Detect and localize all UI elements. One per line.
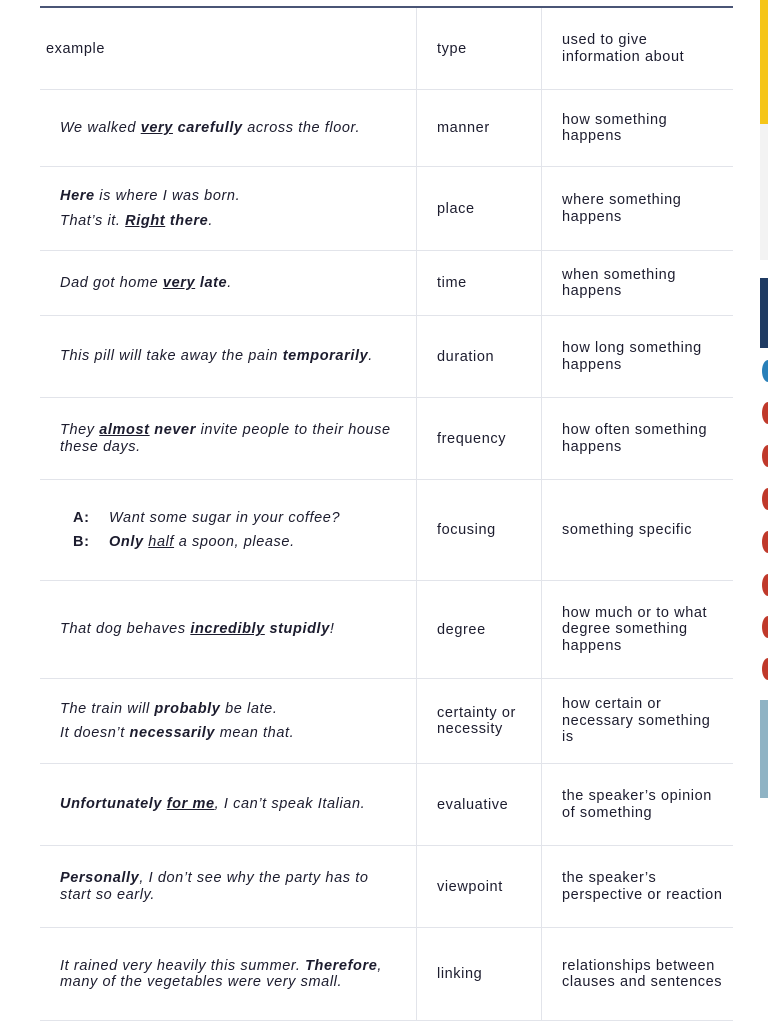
info-cell: how long something happens	[562, 340, 702, 373]
example-cell	[40, 251, 417, 315]
example-cell	[40, 581, 417, 678]
example-sentence: That dog behaves incredibly stupidly!	[60, 621, 335, 638]
info-cell: relationships between clauses and sentences	[562, 957, 723, 990]
dialogue-text: Only half a spoon, please.	[109, 534, 295, 550]
example-sentence: This pill will take away the pain temporarily.	[60, 348, 373, 365]
header-info: used to give information about	[562, 32, 685, 65]
type-cell: focusing	[417, 480, 542, 580]
type-cell: evaluative	[417, 764, 542, 845]
example-sentence: The train will probably be late.	[60, 700, 278, 717]
info-cell: how often something happens	[562, 422, 708, 455]
example-cell	[40, 90, 417, 166]
info-cell: the speaker’s perspective or reaction	[562, 870, 723, 903]
dialogue-text: Want some sugar in your coffee?	[109, 509, 341, 526]
type-cell: viewpoint	[417, 846, 542, 927]
table-header-row	[40, 8, 733, 90]
example-cell	[40, 764, 417, 845]
list-bullet-icon	[762, 574, 768, 596]
table-row	[40, 316, 733, 398]
type-cell: manner	[417, 90, 542, 166]
example-cell	[40, 480, 417, 580]
sidebar-list	[760, 348, 768, 708]
info-cell: how certain or necessary something is	[562, 696, 711, 746]
sidebar-thumbnail	[760, 278, 768, 348]
type-cell: duration	[417, 316, 542, 397]
list-bullet-icon	[762, 402, 768, 424]
example-cell	[40, 928, 417, 1020]
example-sentence: Unfortunately for me, I can’t speak Italian.	[60, 796, 366, 813]
sidebar-image	[760, 700, 768, 798]
example-sentence: Dad got home very late.	[60, 274, 232, 291]
example-sentence: They almost never invite people to their house these days.	[60, 422, 391, 455]
table-row	[40, 846, 733, 928]
header-example: example	[40, 8, 417, 89]
type-cell: certainty or necessity	[417, 679, 542, 763]
example-sentence: Here is where I was born.	[60, 188, 241, 204]
type-cell: place	[417, 167, 542, 250]
type-cell: frequency	[417, 398, 542, 479]
table-row	[40, 398, 733, 480]
example-cell	[40, 679, 417, 763]
table-row	[40, 167, 733, 251]
info-cell: when something happens	[562, 266, 676, 299]
example-cell	[40, 846, 417, 927]
example-sentence: Personally, I don’t see why the party has to start so early.	[60, 870, 369, 903]
example-cell	[40, 316, 417, 397]
table-row	[40, 480, 733, 581]
example-sentence: It rained very heavily this summer. Therefore, many of the vegetables were very small.	[60, 957, 383, 990]
info-cell: something specific	[562, 521, 693, 538]
list-bullet-icon	[762, 488, 768, 510]
adverbials-table	[40, 6, 733, 1021]
example-sentence: That’s it. Right there.	[60, 212, 213, 229]
example-sentence: It doesn’t necessarily mean that.	[60, 725, 295, 741]
header-type: type	[417, 8, 542, 89]
table-row	[40, 90, 733, 167]
table-row	[40, 251, 733, 316]
table-row	[40, 928, 733, 1021]
dialogue-line-b	[60, 534, 396, 551]
list-bullet-icon	[762, 360, 768, 382]
sidebar-ad-strip	[760, 0, 768, 124]
info-cell: how something happens	[562, 111, 668, 144]
type-cell: degree	[417, 581, 542, 678]
speaker-label: B:	[73, 534, 90, 550]
list-bullet-icon	[762, 658, 768, 680]
table-row	[40, 679, 733, 764]
table-row	[40, 764, 733, 846]
example-sentence: We walked very carefully across the floor.	[60, 119, 361, 136]
type-cell: time	[417, 251, 542, 315]
list-bullet-icon	[762, 445, 768, 467]
list-bullet-icon	[762, 531, 768, 553]
sidebar-panel	[760, 124, 768, 260]
speaker-label: A:	[73, 509, 90, 526]
info-cell: where something happens	[562, 192, 682, 225]
info-cell: how much or to what degree something happens	[562, 604, 708, 654]
list-bullet-icon	[762, 616, 768, 638]
type-cell: linking	[417, 928, 542, 1020]
dialogue-line-a	[60, 510, 396, 527]
example-cell	[40, 398, 417, 479]
example-cell	[40, 167, 417, 250]
info-cell: the speaker’s opinion of something	[562, 788, 712, 821]
table-row	[40, 581, 733, 679]
